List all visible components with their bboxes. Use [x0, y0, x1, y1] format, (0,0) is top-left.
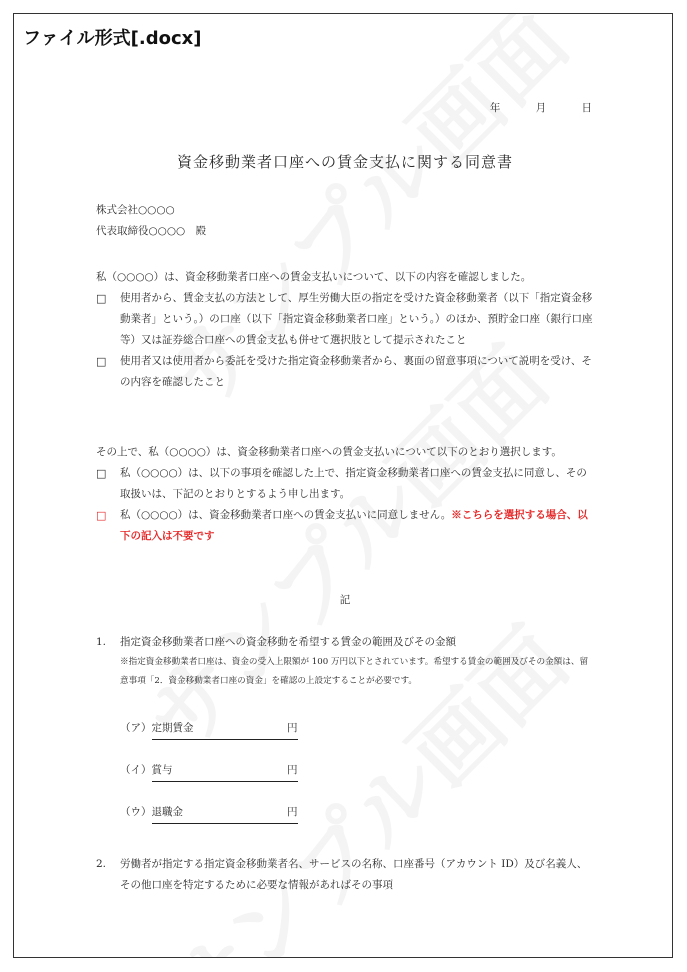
item-1-text: 指定資金移動業者口座への資金移動を希望する賃金の範囲及びその金額	[120, 636, 456, 648]
confirm-item-text: 使用者又は使用者から委託を受けた指定資金移動業者から、裏面の留意事項について説明を受け、その内容を確認したこと	[120, 355, 592, 388]
item-1-number: 1.	[96, 636, 107, 648]
amount-field[interactable]	[152, 760, 298, 782]
choice-section	[96, 442, 594, 547]
amount-field[interactable]	[152, 802, 298, 824]
date-day: 日	[581, 102, 594, 114]
yen-unit: 円	[287, 764, 298, 776]
choice-disagree	[96, 505, 594, 547]
amount-label: 賞与	[151, 764, 173, 776]
checkbox-icon[interactable]: □	[96, 509, 107, 522]
file-format-label: ファイル形式[.docx]	[23, 28, 202, 49]
document-title: 資金移動業者口座への賃金支払に関する同意書	[176, 153, 513, 171]
yen-unit: 円	[287, 806, 298, 818]
choice-agree	[96, 463, 594, 505]
amount-mark: （ア）	[120, 722, 152, 734]
checkbox-icon[interactable]: □	[96, 292, 107, 305]
item-2	[96, 854, 594, 896]
amount-row-regular-wage	[120, 718, 298, 740]
confirm-item-2	[96, 351, 594, 393]
intro-text: 私（○○○○）は、資金移動業者口座への賃金支払いについて、以下の内容を確認しました。	[96, 271, 532, 283]
choice-intro-text: その上で、私（○○○○）は、資金移動業者口座への賃金支払いについて以下のとおり選択します。	[96, 446, 562, 458]
date-line	[462, 98, 594, 119]
document-preview-frame	[13, 13, 673, 958]
date-year: 年	[489, 102, 503, 114]
ki-heading: 記	[339, 594, 351, 606]
addressee	[96, 200, 206, 242]
choice-agree-text: 私（○○○○）は、以下の事項を確認した上で、指定資金移動業者口座への賃金支払に同意し、その取扱いは、下記のとおりとするよう申し出ます。	[120, 467, 587, 500]
confirm-item-1	[96, 288, 594, 351]
amount-row-retirement	[120, 802, 298, 824]
item-1	[96, 632, 594, 691]
confirmation-section	[96, 267, 594, 393]
checkbox-icon[interactable]: □	[96, 467, 107, 480]
addressee-company: 株式会社○○○○	[96, 204, 175, 216]
addressee-representative: 代表取締役○○○○ 殿	[96, 225, 207, 237]
item-2-number: 2.	[96, 858, 107, 870]
amount-label: 退職金	[151, 806, 183, 818]
amount-mark: （イ）	[120, 764, 152, 776]
confirm-item-text: 使用者から、賃金支払の方法として、厚生労働大臣の指定を受けた資金移動業者（以下「指定資金移動業者」という。）の口座（以下「指定資金移動業者口座」という。）のほか、預貯金口座（銀行口座等）又は証券総合口座への賃金支払も併せて選択肢として提示されたこと	[120, 292, 593, 346]
amount-row-bonus	[120, 760, 298, 782]
item-1-note: ※指定資金移動業者口座は、資金の受入上限額が 100 万円以下とされています。希望する賃金の範囲及びその金額は、留意事項「2．資金移動業者口座の資金」を確認の上設定することが必要です。	[120, 657, 589, 686]
amount-mark: （ウ）	[120, 806, 152, 818]
yen-unit: 円	[287, 722, 298, 734]
date-month: 月	[535, 102, 549, 114]
item-2-text: 労働者が指定する指定資金移動業者名、サービスの名称、口座番号（アカウント ID）及び名義人、その他口座を特定するために必要な情報があればその事項	[120, 858, 588, 891]
choice-disagree-text: 私（○○○○）は、資金移動業者口座への賃金支払いに同意しません。	[120, 509, 452, 521]
amount-field[interactable]	[152, 718, 298, 740]
amount-label: 定期賃金	[151, 722, 194, 734]
checkbox-icon[interactable]: □	[96, 355, 107, 368]
choice-disagree-note: ※こちらを選択する場合、以下の記入は不要です	[120, 509, 588, 542]
